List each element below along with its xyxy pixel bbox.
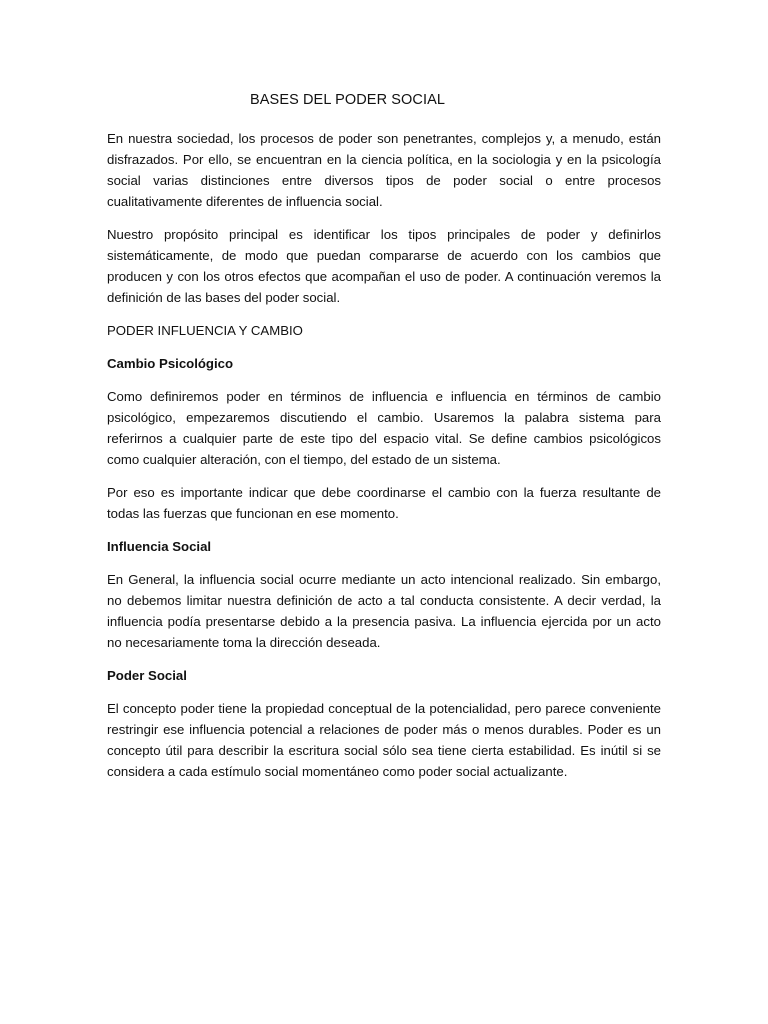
cambio-psicologico-paragraph-1: Como definiremos poder en términos de influencia e influencia en términos de cambio psicológico, empezaremos discutiendo el cambio. Usaremos la palabra sistema para referirnos a cualquier parte de este tipo del espacio vital. Se define cambios psicológicos como cualquier alteración, con el tiempo, del estado de un sistema.: [107, 389, 661, 467]
subsection-heading-poder-social: Poder Social: [107, 668, 187, 683]
subsection-heading-cambio-psicologico: Cambio Psicológico: [107, 356, 234, 371]
document-title: BASES DEL PODER SOCIAL: [250, 92, 446, 108]
cambio-psicologico-paragraph-2: Por eso es importante indicar que debe coordinarse el cambio con la fuerza resultante de todas las fuerzas que funcionan en ese momento.: [107, 485, 661, 521]
intro-paragraph-2: Nuestro propósito principal es identificar los tipos principales de poder y definirlos sistemáticamente, de modo que puedan compararse de acuerdo con los cambios que producen y con los otros efectos que acompañan el uso de poder. A continuación veremos la definición de las bases del poder social.: [107, 227, 661, 305]
subsection-heading-influencia-social: Influencia Social: [107, 539, 212, 554]
intro-paragraph-1: En nuestra sociedad, los procesos de poder son penetrantes, complejos y, a menudo, están disfrazados. Por ello, se encuentran en la ciencia política, en la sociologia y en la psicología social varias distinciones entre diversos tipos de poder social o entre procesos cualitativamente diferentes de influencia social.: [107, 131, 661, 209]
influencia-social-paragraph: En General, la influencia social ocurre mediante un acto intencional realizado. Sin embargo, no debemos limitar nuestra definición de acto a tal conducta consistente. A decir verdad, la influencia podía presentarse debido a la presencia pasiva. La influencia ejercida por un acto no necesariamente toma la dirección deseada.: [107, 572, 661, 650]
poder-social-paragraph: El concepto poder tiene la propiedad conceptual de la potencialidad, pero parece conveniente restringir ese influencia potencial a relaciones de poder más o menos durables. Poder es un concepto útil para describir la escritura social sólo sea tiene cierta estabilidad. Es inútil si se considera a cada estímulo social momentáneo como poder social actualizante.: [107, 701, 661, 779]
section-heading: PODER INFLUENCIA Y CAMBIO: [107, 323, 303, 338]
document-page: [107, 90, 661, 794]
